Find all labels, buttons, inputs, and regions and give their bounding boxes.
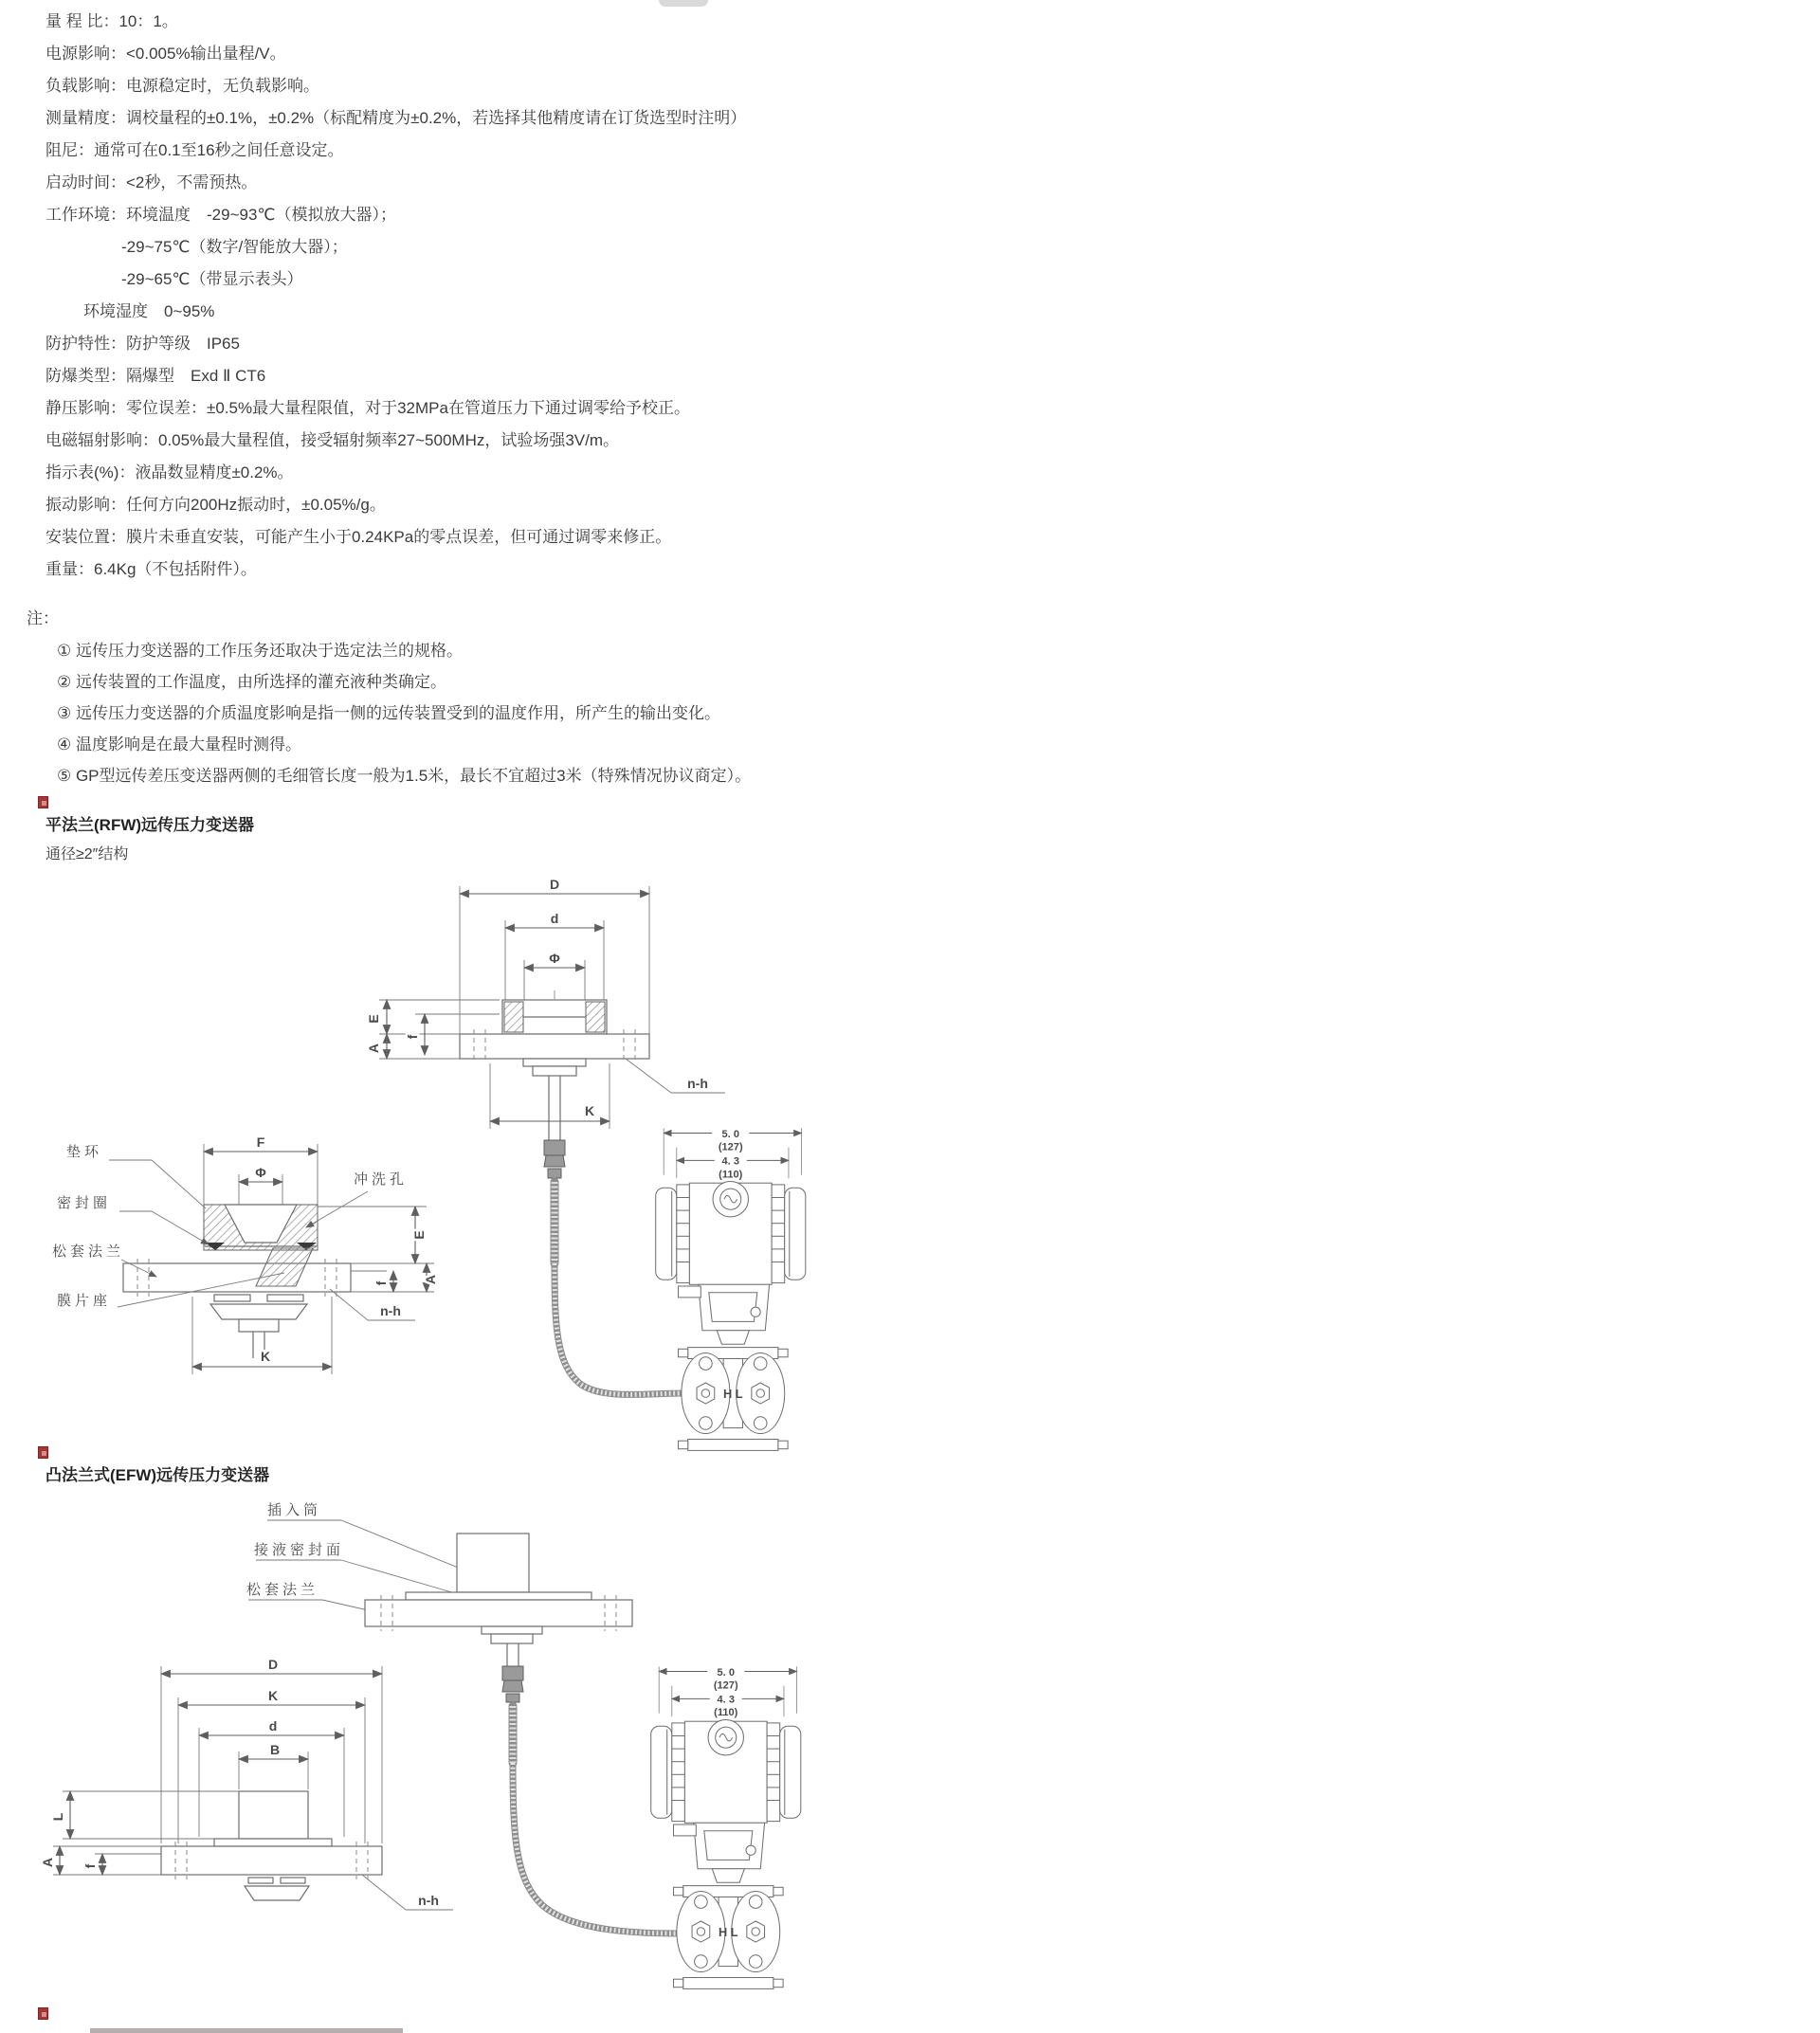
broken-image-icon <box>38 796 48 808</box>
spec-line: 量 程 比：10：1。 <box>46 12 178 30</box>
dim-d-label: d <box>268 1718 278 1733</box>
dim-D-label: D <box>549 877 560 892</box>
xmtr-overall-width: 5. 0 <box>721 1128 739 1140</box>
dim-phi-label: Φ <box>255 1165 266 1180</box>
section-subtitle-rfw: 通径≥2″结构 <box>46 846 129 862</box>
dim-E-label: E <box>366 1014 381 1024</box>
note-item: ⑤ GP型远传差压变送器两侧的毛细管长度一般为1.5米，最长不宜超过3米（特殊情况协议商定）。 <box>57 767 752 785</box>
notes-label: 注： <box>27 609 59 627</box>
part-label-pad-ring: 垫环 <box>66 1144 103 1160</box>
spec-list <box>46 8 1278 588</box>
rfw-diagram <box>28 858 882 1455</box>
dim-f-label: f <box>405 1034 420 1040</box>
dim-A-label: A <box>423 1274 438 1285</box>
dim-K-label: K <box>584 1103 595 1118</box>
spec-line: 安装位置：膜片未垂直安装，可能产生小于0.24KPa的零点误差，但可通过调零来修正。 <box>46 528 672 546</box>
section-title-rfw: 平法兰(RFW)远传压力变送器 <box>46 816 255 834</box>
spec-line: 电磁辐射影响：0.05%最大量程值，接受辐射频率27~500MHz，试验场强3V/m。 <box>46 431 620 449</box>
dim-A-label: A <box>366 1043 381 1054</box>
spec-line: -29~65℃（带显示表头） <box>121 270 303 288</box>
part-label-wetted-face: 接液密封面 <box>254 1542 345 1558</box>
dim-L-label: L <box>50 1812 65 1822</box>
rfw-cross-section <box>52 1134 438 1374</box>
dim-f-label: f <box>82 1863 98 1869</box>
section-title-efw: 凸法兰式(EFW)远传压力变送器 <box>46 1466 270 1484</box>
spec-line: 工作环境：环境温度 -29~93℃（模拟放大器）； <box>46 206 396 224</box>
scan-artifact <box>659 0 708 7</box>
dim-nh-label: n-h <box>418 1893 439 1908</box>
xmtr-overall-width-mm: (127) <box>718 1141 743 1153</box>
cut-off-heading <box>90 2028 403 2033</box>
dim-nh-label: n-h <box>687 1076 708 1091</box>
note-item: ② 远传装置的工作温度，由所选择的灌充液种类确定。 <box>57 673 446 691</box>
note-item: ④ 温度影响是在最大量程时测得。 <box>57 735 301 753</box>
spec-line: 静压影响：零位误差：±0.5%最大量程限值，对于32MPa在管道压力下通过调零给予校正。 <box>46 399 690 417</box>
spec-line: 环境湿度 0~95% <box>83 302 215 320</box>
part-label-flush-hole: 冲洗孔 <box>354 1171 409 1188</box>
spec-line: 防爆类型：隔爆型 Exd Ⅱ CT6 <box>46 367 266 385</box>
broken-image-icon <box>38 1446 48 1459</box>
spec-line: 测量精度：调校量程的±0.1%，±0.2%（标配精度为±0.2%，若选择其他精度请在订货选型时注明） <box>46 109 747 127</box>
dim-A-label: A <box>40 1857 55 1868</box>
dim-B-label: B <box>269 1742 281 1757</box>
rfw-transmitter <box>656 1128 806 1450</box>
part-label-seal-ring: 密封圈 <box>57 1195 112 1211</box>
xmtr-ports-label: H L <box>723 1387 743 1402</box>
spec-line: 负载影响：电源稳定时，无负载影响。 <box>46 77 319 95</box>
xmtr-body-width: 4. 3 <box>717 1694 735 1706</box>
xmtr-body-width-mm: (110) <box>714 1707 738 1719</box>
spec-line: 重量：6.4Kg（不包括附件）。 <box>46 560 257 578</box>
dim-D-label: D <box>267 1657 279 1672</box>
dim-d-label: d <box>550 911 559 926</box>
efw-dim-drawing <box>40 1657 453 1910</box>
xmtr-body-width: 4. 3 <box>721 1155 739 1168</box>
xmtr-ports-label: H L <box>719 1925 738 1940</box>
rfw-flange-side-view <box>366 877 725 1142</box>
part-label-insert-tube: 插入筒 <box>267 1502 322 1518</box>
efw-diagram <box>28 1479 882 2033</box>
spec-line: 振动影响：任何方向200Hz振动时，±0.05%/g。 <box>46 496 386 514</box>
xmtr-body-width-mm: (110) <box>719 1169 743 1181</box>
spec-line: 启动时间：<2秒，不需预热。 <box>46 173 258 191</box>
dim-K-label: K <box>267 1688 279 1703</box>
spec-line: 防护特性：防护等级 IP65 <box>46 335 240 353</box>
note-item: ① 远传压力变送器的工作压务还取决于选定法兰的规格。 <box>57 642 463 660</box>
notes-list <box>57 637 1289 793</box>
dim-nh-label: n-h <box>380 1303 401 1318</box>
part-label-loose-flange: 松套法兰 <box>52 1243 125 1260</box>
part-label-loose-flange: 松套法兰 <box>246 1582 319 1598</box>
part-label-diaphragm-seat: 膜片座 <box>57 1293 112 1309</box>
dim-K-label: K <box>260 1349 271 1364</box>
dim-F-label: F <box>256 1134 265 1150</box>
xmtr-overall-width-mm: (127) <box>713 1679 738 1692</box>
note-item: ③ 远传压力变送器的介质温度影响是指一侧的远传装置受到的温度作用，所产生的输出变化。 <box>57 704 720 722</box>
broken-image-icon <box>38 2007 48 2020</box>
spec-line: 阻尼：通常可在0.1至16秒之间任意设定。 <box>46 141 344 159</box>
dim-E-label: E <box>411 1230 427 1240</box>
xmtr-overall-width: 5. 0 <box>717 1666 735 1679</box>
dim-phi-label: Φ <box>549 951 560 966</box>
spec-line: -29~75℃（数字/智能放大器）； <box>121 238 348 256</box>
spec-line: 电源影响：<0.005%输出量程/V。 <box>46 45 286 63</box>
dim-f-label: f <box>373 1280 389 1286</box>
efw-transmitter <box>651 1666 801 1988</box>
spec-line: 指示表(%)：液晶数显精度±0.2%。 <box>46 463 294 481</box>
